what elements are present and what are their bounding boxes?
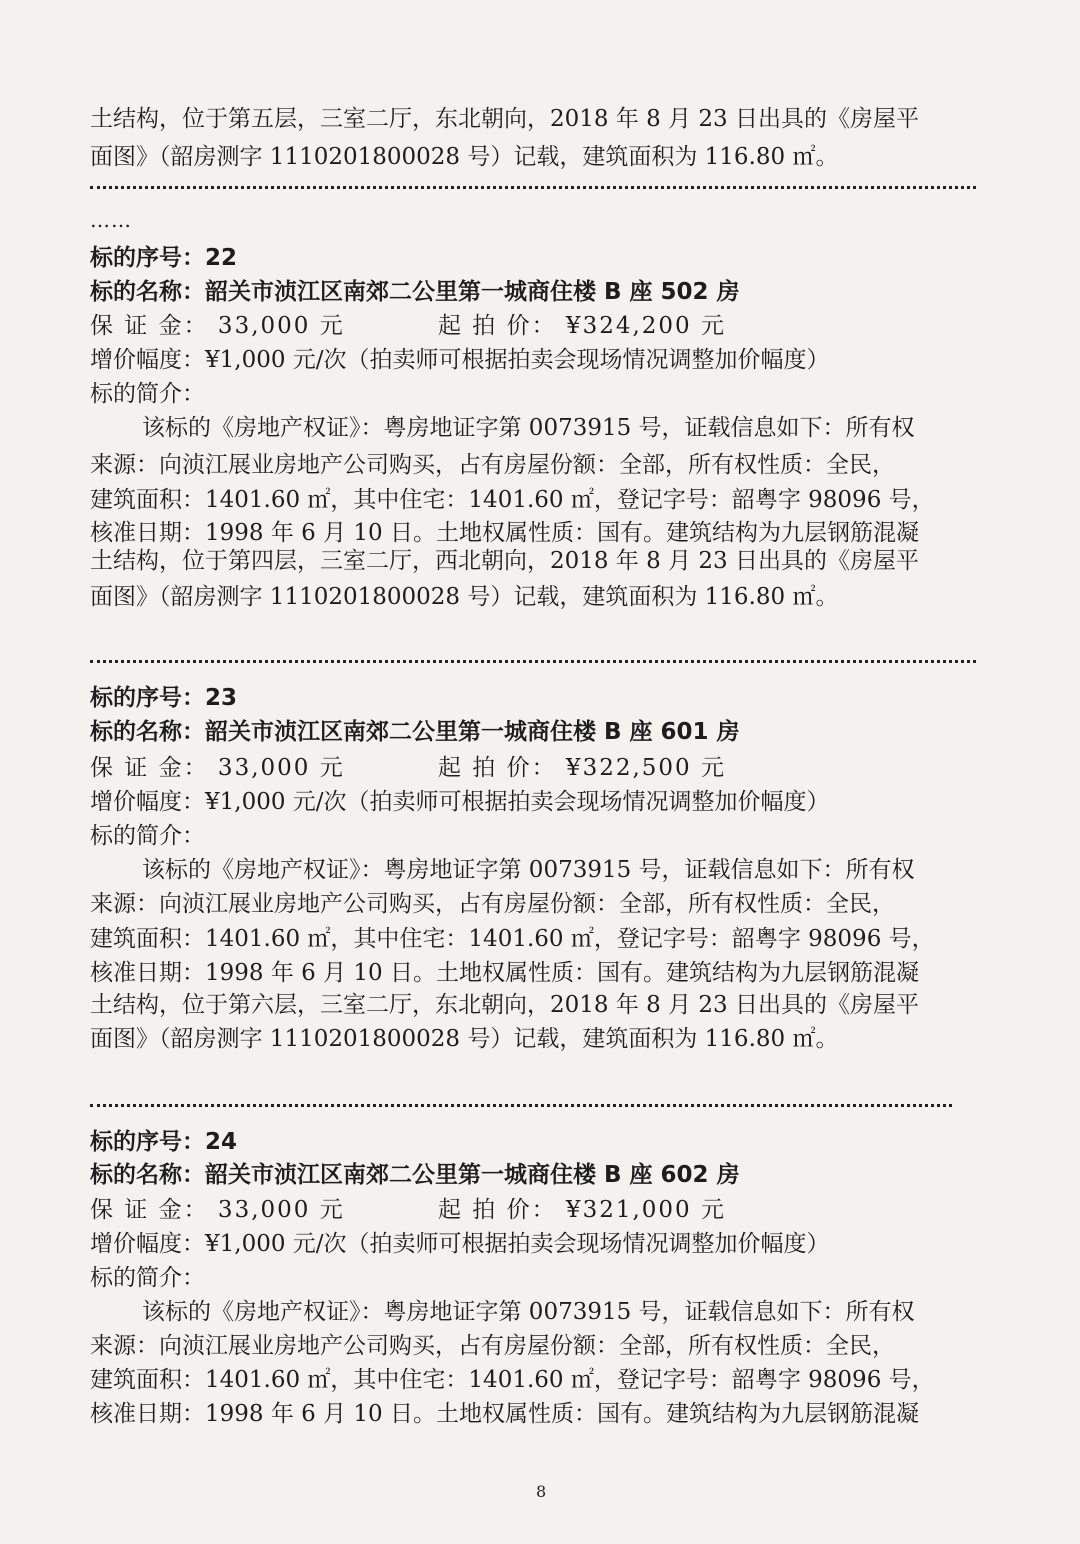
desc-line: 该标的《房地产权证》：粤房地证字第 0073915 号，证载信息如下：所有权 — [142, 857, 915, 883]
lot-intro-label: 标的简介： — [90, 823, 205, 849]
lot-seq: 标的序号：22 — [90, 245, 238, 271]
desc-line: 建筑面积：1401.60 ㎡，其中住宅：1401.60 ㎡，登记字号：韶粤字 98096 号， — [90, 1367, 935, 1393]
dotted-divider — [90, 1104, 952, 1107]
lot-increment: 增价幅度：¥1,000 元/次（拍卖师可根据拍卖会现场情况调整加价幅度） — [90, 1231, 830, 1257]
desc-line: 建筑面积：1401.60 ㎡，其中住宅：1401.60 ㎡，登记字号：韶粤字 98096 号， — [90, 487, 935, 513]
lot-intro-label: 标的简介： — [90, 1265, 205, 1291]
lot-intro-label: 标的简介： — [90, 381, 205, 407]
dotted-divider — [90, 660, 976, 663]
lot-start-price: 起 拍 价： ¥321,000 元 — [438, 1197, 726, 1223]
desc-line: 该标的《房地产权证》：粤房地证字第 0073915 号，证载信息如下：所有权 — [142, 415, 915, 441]
desc-line: 该标的《房地产权证》：粤房地证字第 0073915 号，证载信息如下：所有权 — [142, 1299, 915, 1325]
desc-line: 建筑面积：1401.60 ㎡，其中住宅：1401.60 ㎡，登记字号：韶粤字 98096 号， — [90, 926, 935, 952]
lot-name: 标的名称：韶关市浈江区南郊二公里第一城商住楼 B 座 602 房 — [90, 1162, 740, 1188]
dotted-divider — [90, 186, 976, 189]
lot-increment: 增价幅度：¥1,000 元/次（拍卖师可根据拍卖会现场情况调整加价幅度） — [90, 347, 830, 373]
desc-line: 来源：向浈江展业房地产公司购买，占有房屋份额：全部，所有权性质：全民， — [90, 452, 895, 478]
lot-deposit: 保 证 金： 33,000 元 — [90, 313, 345, 339]
lot-start-price: 起 拍 价： ¥324,200 元 — [438, 313, 726, 339]
lot-deposit: 保 证 金： 33,000 元 — [90, 755, 345, 781]
desc-line: 核准日期：1998 年 6 月 10 日。土地权属性质：国有。建筑结构为九层钢筋混凝 — [90, 1401, 919, 1427]
desc-line: 来源：向浈江展业房地产公司购买，占有房屋份额：全部，所有权性质：全民， — [90, 1333, 895, 1359]
lot-seq: 标的序号：24 — [90, 1129, 238, 1155]
desc-line: 土结构，位于第四层，三室二厅，西北朝向，2018 年 8 月 23 日出具的《房屋平 — [90, 548, 919, 574]
desc-line: 来源：向浈江展业房地产公司购买，占有房屋份额：全部，所有权性质：全民， — [90, 891, 895, 917]
desc-line: 核准日期：1998 年 6 月 10 日。土地权属性质：国有。建筑结构为九层钢筋混凝 — [90, 520, 919, 546]
text-line: 土结构，位于第五层，三室二厅，东北朝向，2018 年 8 月 23 日出具的《房屋平 — [90, 106, 919, 132]
page-number: 8 — [536, 1482, 547, 1501]
lot-name: 标的名称：韶关市浈江区南郊二公里第一城商住楼 B 座 601 房 — [90, 719, 740, 745]
lot-start-price: 起 拍 价： ¥322,500 元 — [438, 755, 726, 781]
desc-line: 面图》（韶房测字 1110201800028 号）记载，建筑面积为 116.80 ㎡。 — [90, 584, 839, 610]
lot-seq: 标的序号：23 — [90, 685, 238, 711]
desc-line: 核准日期：1998 年 6 月 10 日。土地权属性质：国有。建筑结构为九层钢筋混凝 — [90, 960, 919, 986]
lot-increment: 增价幅度：¥1,000 元/次（拍卖师可根据拍卖会现场情况调整加价幅度） — [90, 789, 830, 815]
desc-line: 土结构，位于第六层，三室二厅，东北朝向，2018 年 8 月 23 日出具的《房屋平 — [90, 992, 919, 1018]
lot-deposit: 保 证 金： 33,000 元 — [90, 1197, 345, 1223]
text-line: 面图》（韶房测字 1110201800028 号）记载，建筑面积为 116.80 ㎡。 — [90, 144, 839, 170]
ellipsis: …… — [90, 208, 132, 232]
lot-name: 标的名称：韶关市浈江区南郊二公里第一城商住楼 B 座 502 房 — [90, 279, 740, 305]
desc-line: 面图》（韶房测字 1110201800028 号）记载，建筑面积为 116.80 ㎡。 — [90, 1026, 839, 1052]
